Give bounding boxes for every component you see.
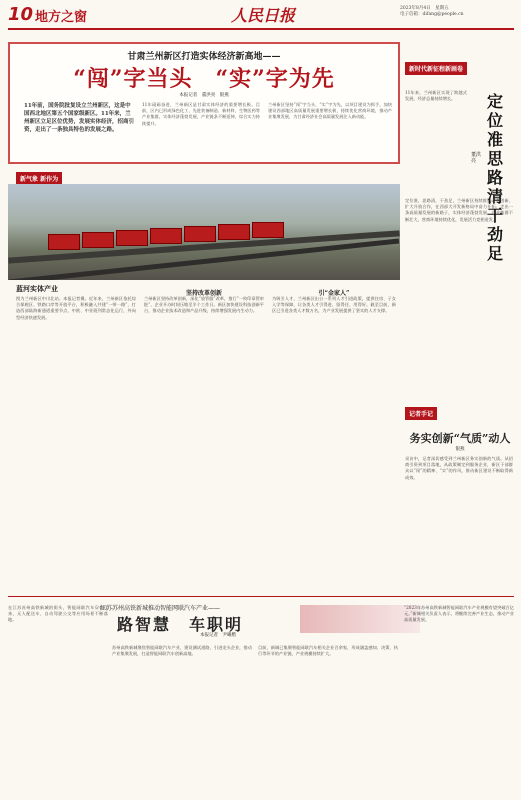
reporter-notes-tag: 记者手记 — [405, 407, 437, 420]
freight-train-photo — [8, 184, 400, 280]
lead-article — [8, 42, 400, 164]
train-car — [252, 222, 284, 238]
lead-body-column: 兰州新区坚持“闯”字当头、“实”字为先，以项目建设为抓手，加快建设西部地区高质量发展重要增长极，持续优化营商环境，推动产业集聚发展，为甘肃经济社会高质量发展注入新动能。 — [268, 102, 392, 120]
bottom-kicker: 江苏苏州高铁新城推动智能网联汽车产业—— — [99, 605, 220, 612]
reporter-notes-author: 银燕 — [455, 447, 465, 452]
bottom-story-column: “2023年苏州高铁新城智能网联汽车产业规模有望突破百亿元。”新城相关负责人表示，将继续完善产业生态，推动产业高质量发展。 — [404, 605, 514, 623]
bottom-byline: 本报记者 尹曦楷 — [200, 633, 236, 638]
story-subhead: 坚持改革创新 — [185, 290, 222, 297]
train-car — [116, 230, 148, 246]
lead-byline: 本报记者 董洪亮 银燕 — [179, 93, 229, 98]
story-column: 兰州新区坚持改革创新，深化“放管服”改革，推行“一枚印章管审批”，企业开办时间压缩至半个工作日。新区加快建设科技创新平台，推动企业技术改造和产品升级，持续增强发展内生动力。 — [144, 296, 264, 314]
photo-caption-title: 蓝河实体产业 — [16, 284, 58, 293]
story-subhead: 引“金家人” — [318, 290, 350, 297]
train-car — [48, 234, 80, 250]
section-email: 电子信箱：difang@people.cn — [400, 12, 464, 17]
issue-date: 2023年8月4日 星期五 — [400, 6, 449, 11]
lead-body-column: 11年砥砺奋进，兰州新区是甘肃实体经济的重要增长极。目前，区内已形成绿色化工、先进装备制造、新材料、生物医药等产业集群，实体经济蓬勃发展，产业链条不断延伸，综合实力持续提升。 — [142, 102, 260, 126]
page-number: 10 — [8, 4, 34, 25]
train-car — [218, 224, 250, 240]
header-rule — [8, 28, 514, 30]
topic-tag: 新时代新征程新画卷 — [405, 62, 467, 75]
commentary-title: 定位准思路清干劲足 — [487, 92, 504, 263]
bottom-story-column: 目前，新城已集聚智能网联汽车相关企业百余家，形成涵盖感知、决策、执行等环节的产业链，产业规模持续扩大。 — [258, 645, 398, 657]
headline-decoration — [300, 605, 420, 633]
train-car — [184, 226, 216, 242]
reporter-notes-title: 务实创新“气质”动人 — [409, 432, 511, 445]
section-title: 地方之窗 — [35, 10, 88, 25]
bottom-rule — [8, 596, 514, 597]
train-car — [150, 228, 182, 244]
commentary-text: 11年来，兰州新区实现了跨越式发展，经济总量持续增长。 — [405, 90, 467, 102]
lead-intro-column: 11年前，国务院批复设立兰州新区，这是中国西北地区第五个国家级新区。11年来，兰州新区立足区位优势，发展实体经济，招商引资，走出了一条独具特色的发展之路。 — [24, 103, 134, 133]
commentary-author: 董洪亮 — [471, 152, 482, 164]
lead-headline: “闯”字当头 “实”字为先 — [73, 66, 335, 92]
masthead-logo: 人民日报 — [231, 6, 296, 25]
bottom-story-column: 苏州高铁新城聚焦智能网联汽车产业，建设测试道路，引进龙头企业，推动产业集聚发展，打造智能网联汽车创新高地。 — [112, 645, 252, 657]
page-header — [0, 0, 521, 36]
bottom-story-column: 在江苏苏州高铁新城的街头，智能网联汽车穿梭往来，无人配送车、自动驾驶公交等应用场景不断落地。 — [8, 605, 108, 623]
reporter-notes-text: 采访中，记者深切感受到兰州新区务实创新的气质。从招商引资到项目落地，从政策制定到服务企业，新区干部群众以“闯”的精神、“实”的作风，推动新区建设不断取得新成效。 — [405, 456, 513, 480]
commentary-column — [405, 42, 515, 612]
lead-kicker: 甘肃兰州新区打造实体经济新高地—— — [127, 52, 281, 62]
story-column: 图为兰州新区中川北站。本报记者摄。近年来，兰州新区依托综合保税区、铁路口岸等开放平台，积极融入共建“一带一路”，打造西部陆海新通道重要节点，中欧、中亚班列常态化运行，外向型经济快速发展。 — [16, 296, 136, 320]
story-section-tag: 新气象 新作为 — [16, 172, 62, 185]
story-column: 为吸引人才，兰州新区出台一系列人才引进政策，提供住房、子女入学等保障，让各类人才引得进、留得住、用得好。截至目前，新区已引进各类人才数万名，为产业发展提供了坚实的人才支撑。 — [272, 296, 396, 314]
commentary-text: 定位准，思路清，干劲足，兰州新区持续推进改革创新、扩大开放合作，在西部大开发新格局中奋力开拓，走出一条高质量发展的新路子，实体经济蓬勃发展，产业集群不断壮大，营商环境持续优化，发展活力竞相迸发。 — [405, 198, 513, 222]
bottom-headline: 路智慧 车职明 — [116, 615, 243, 634]
train-car — [82, 232, 114, 248]
